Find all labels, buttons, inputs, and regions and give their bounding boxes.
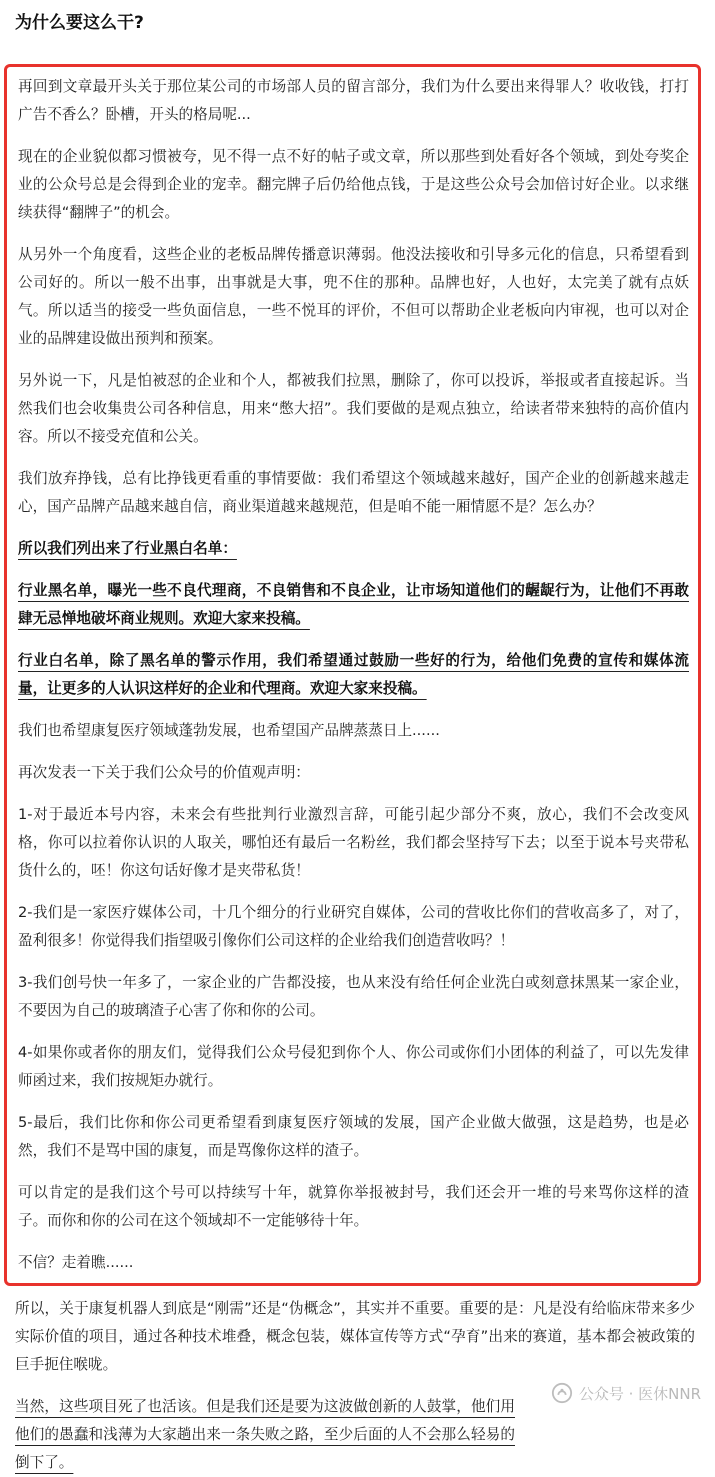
box-paragraph: 4-如果你或者你的朋友们，觉得我们公众号侵犯到你个人、你公司或你们小团体的利益了，可以先发律师函过来，我们按规矩办就行。 (18, 1044, 689, 1089)
bold-underlined-paragraph (18, 535, 689, 563)
box-paragraph: 我们也希望康复医疗领域蓬勃发展，也希望国产品牌蒸蒸日上...... (18, 722, 440, 739)
box-paragraph: 不信？走着瞧...... (18, 1254, 134, 1271)
bold-underlined-text: 所以我们列出来了行业黑白名单： (18, 540, 237, 557)
final-underlined-paragraph (15, 1393, 515, 1477)
box-paragraph: 再回到文章最开头关于那位某公司的市场部人员的留言部分，我们为什么要出来得罪人？收收钱，打打广告不香么？卧槽，开头的格局呢... (18, 78, 689, 123)
box-paragraph: 1-对于最近本号内容，未来会有些批判行业激烈言辞，可能引起少部分不爽，放心，我们不会改变风格，你可以拉着你认识的人取关，哪怕还有最后一名粉丝，我们都会坚持写下去；以至于说本号夹带私货什么的，呸！你这句话好像才是夹带私货！ (18, 806, 689, 879)
box-paragraph: 另外说一下，凡是怕被怼的企业和个人，都被我们拉黑，删除了，你可以投诉，举报或者直接起诉。当然我们也会收集贵公司各种信息，用来“憋大招”。我们要做的是观点独立，给读者带来独特的高价值内容。所以不接受充值和公关。 (18, 372, 689, 445)
final-underlined-text: 当然，这些项目死了也活该。但是我们还是要为这波做创新的人鼓掌，他们用他们的愚蠢和浅薄为大家趟出来一条失败之路，至少后面的人不会那么轻易的倒下了。 (15, 1398, 515, 1471)
watermark-label: 公众号 · 医休NNR (578, 1384, 701, 1403)
bold-underlined-text: 行业白名单，除了黑名单的警示作用，我们希望通过鼓励一些好的行为，给他们免费的宣传和媒体流量，让更多的人认识这样好的企业和代理商。欢迎大家来投稿。 (18, 652, 689, 697)
watermark (551, 1382, 701, 1404)
box-paragraph: 从另外一个角度看，这些企业的老板品牌传播意识薄弱。他没法接收和引导多元化的信息，只希望看到公司好的。所以一般不出事，出事就是大事，兜不住的那种。品牌也好，人也好，太完美了就有点妖气。所以适当的接受一些负面信息，一些不悦耳的评价，不但可以帮助企业老板向内审视，也可以对企业的品牌建设做出预判和预案。 (18, 246, 689, 347)
box-paragraph: 2-我们是一家医疗媒体公司，十几个细分的行业研究自媒体，公司的营收比你们的营收高多了，对了，盈利很多！你觉得我们指望吸引像你们公司这样的企业给我们创造营收吗？！ (18, 904, 689, 949)
bold-underlined-paragraph (18, 647, 689, 703)
box-paragraph: 3-我们创号快一年多了，一家企业的广告都没接，也从来没有给任何企业洗白或刻意抹黑某一家企业，不要因为自己的玻璃渣子心害了你和你的公司。 (18, 974, 689, 1019)
highlighted-statement-box (4, 64, 701, 1286)
box-paragraph: 再次发表一下关于我们公众号的价值观声明： (18, 764, 310, 781)
box-paragraph: 可以肯定的是我们这个号可以持续写十年，就算你举报被封号，我们还会开一堆的号来骂你这样的渣子。而你和你的公司在这个领域却不一定能够待十年。 (18, 1184, 689, 1229)
section-title: 为什么要这么干? (15, 13, 144, 33)
closing-paragraph: 所以，关于康复机器人到底是“刚需”还是“伪概念”，其实并不重要。重要的是：凡是没有给临床带来多少实际价值的项目，通过各种技术堆叠，概念包装，媒体宣传等方式“孕育”出来的赛道，基本都会被政策的巨手扼住喉咙。 (15, 1300, 695, 1373)
bold-underlined-paragraph (18, 577, 689, 633)
box-paragraph: 5-最后，我们比你和你公司更希望看到康复医疗领域的发展，国产企业做大做强，这是趋势，也是必然，我们不是骂中国的康复，而是骂像你这样的渣子。 (18, 1114, 689, 1159)
wechat-official-account-icon (551, 1382, 573, 1404)
box-paragraph: 我们放弃挣钱，总有比挣钱更看重的事情要做：我们希望这个领域越来越好，国产企业的创新越来越走心，国产品牌产品越来越自信，商业渠道越来越规范，但是咱不能一厢情愿不是？怎么办？ (18, 470, 689, 515)
bold-underlined-text: 行业黑名单，曝光一些不良代理商，不良销售和不良企业，让市场知道他们的龌龊行为，让他们不再敢肆无忌惮地破坏商业规则。欢迎大家来投稿。 (18, 582, 689, 627)
box-paragraph: 现在的企业貌似都习惯被夸，见不得一点不好的帖子或文章，所以那些到处看好各个领域，到处夸奖企业的公众号总是会得到企业的宠幸。翻完牌子后仍给他点钱，于是这些公众号会加倍讨好企业。以求继续获得“翻牌子”的机会。 (18, 148, 689, 221)
